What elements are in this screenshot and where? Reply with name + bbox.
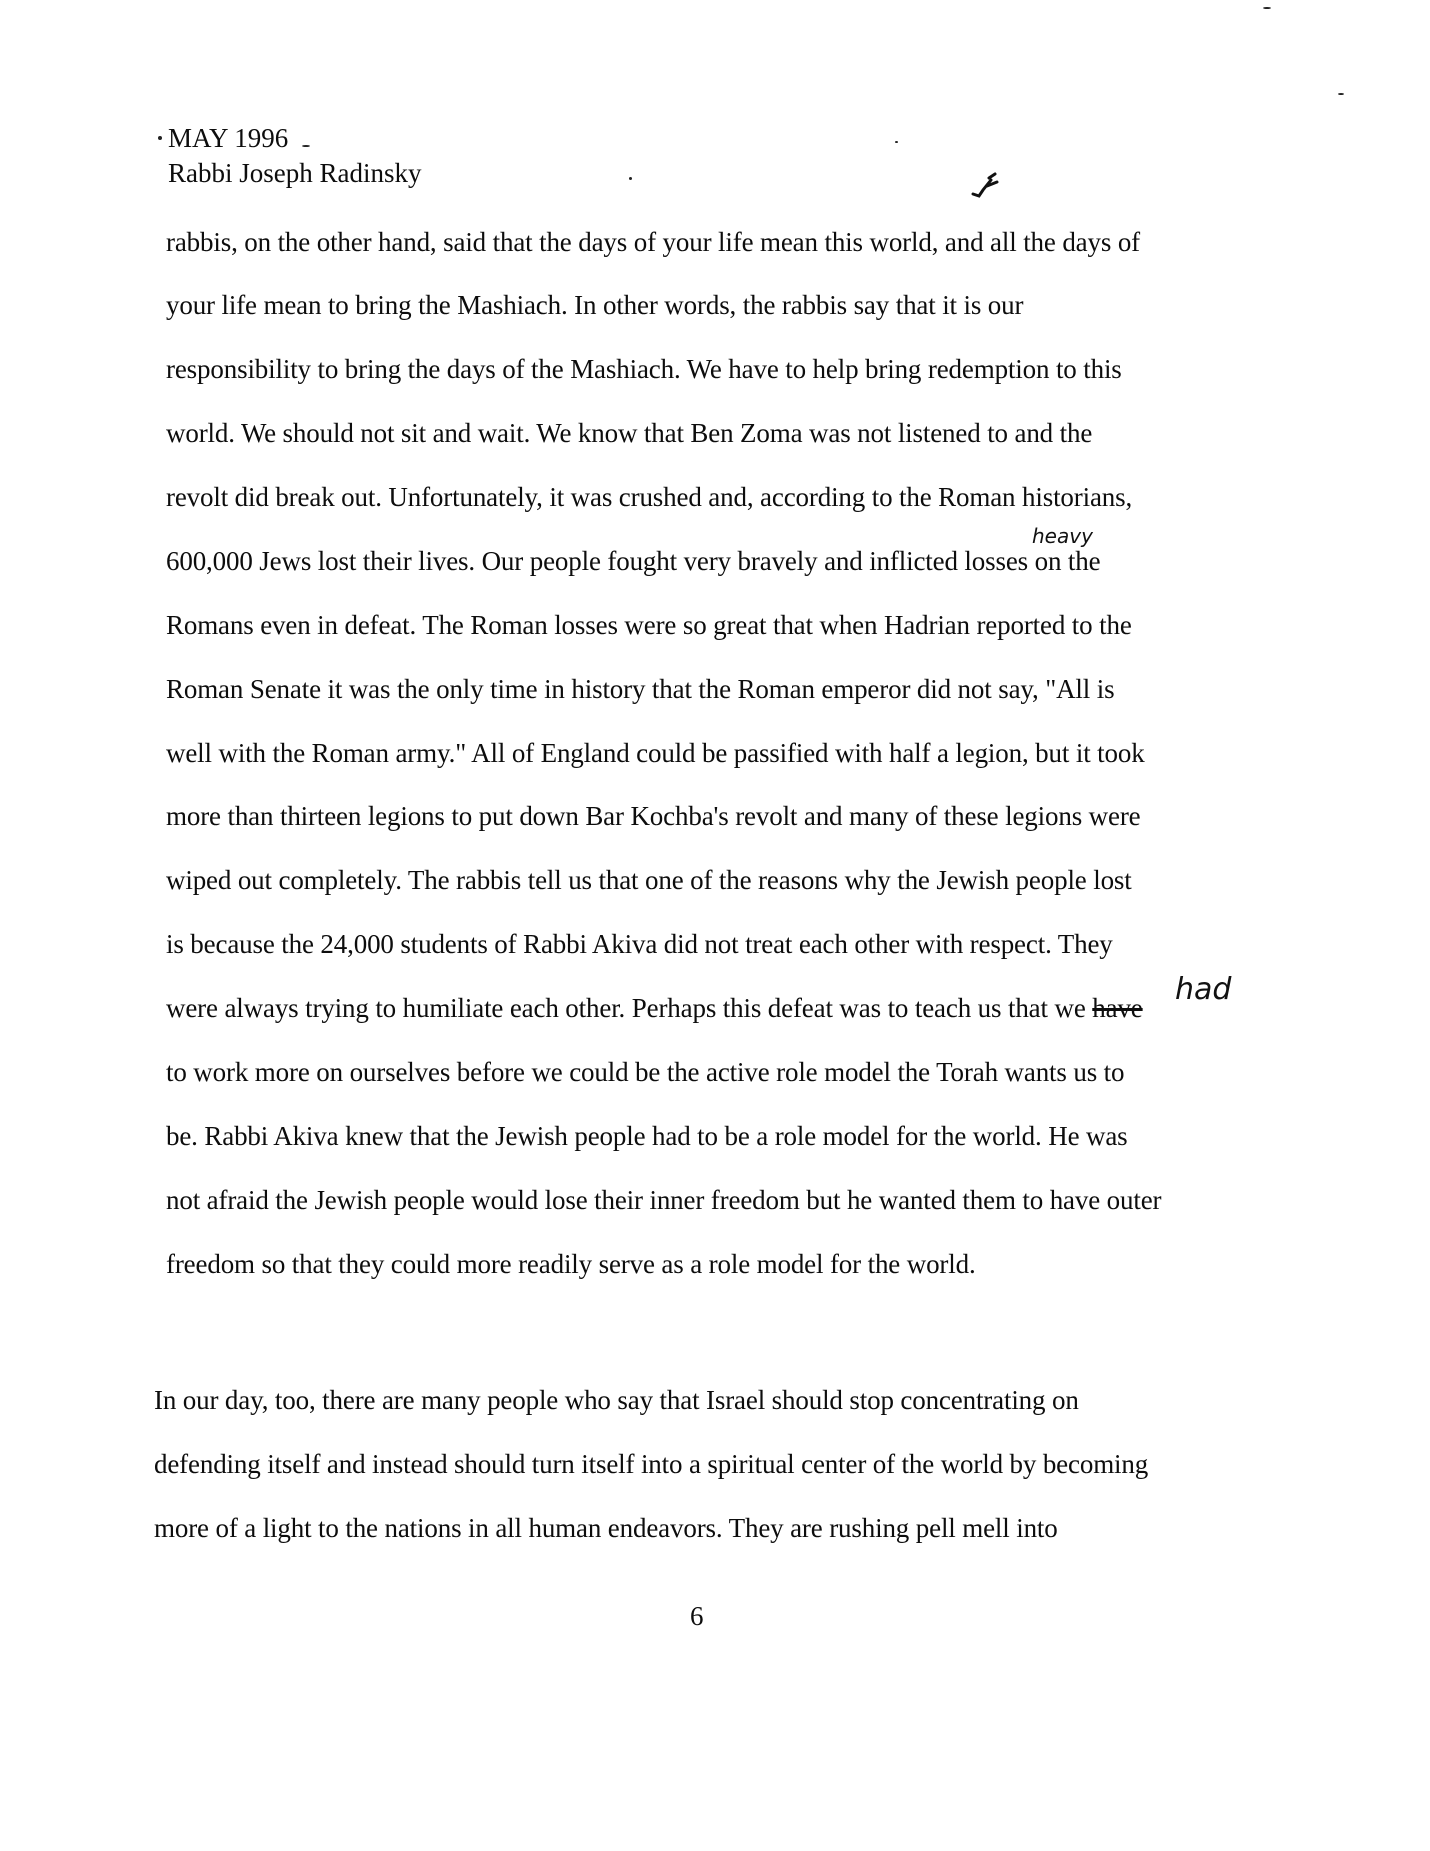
text-line: more than thirteen legions to put down Bar Kochba's revolt and many of these legions were xyxy=(166,801,1141,831)
page-number: 6 xyxy=(690,1601,704,1631)
text-line: world. We should not sit and wait. We know that Ben Zoma was not listened to and the xyxy=(166,418,1093,448)
text-line: well with the Roman army." All of England could be passified with half a legion, but it took xyxy=(166,738,1145,768)
scan-speck xyxy=(302,145,310,147)
text-line: to work more on ourselves before we could be the active role model the Torah wants us to xyxy=(166,1057,1125,1087)
text-line-segment: were always trying to humiliate each other. Perhaps this defeat was to teach us that we xyxy=(166,993,1093,1023)
text-line: not afraid the Jewish people would lose their inner freedom but he wanted them to have outer xyxy=(166,1185,1162,1215)
scan-speck xyxy=(1338,93,1344,95)
scan-speck xyxy=(158,136,162,140)
scan-speck xyxy=(1263,7,1271,9)
scan-speck xyxy=(895,141,898,143)
text-line: 600,000 Jews lost their lives. Our people fought very bravely and inflicted losses on the xyxy=(166,546,1101,576)
text-line: freedom so that they could more readily serve as a role model for the world. xyxy=(166,1249,976,1279)
text-line: be. Rabbi Akiva knew that the Jewish people had to be a role model for the world. He was xyxy=(166,1121,1128,1151)
text-line: responsibility to bring the days of the Mashiach. We have to help bring redemption to this xyxy=(166,354,1122,384)
scan-speck xyxy=(629,177,632,180)
text-line: In our day, too, there are many people who say that Israel should stop concentrating on xyxy=(154,1385,1079,1415)
handwritten-insert-heavy: heavy xyxy=(1032,524,1093,548)
text-line: Roman Senate it was the only time in history that the Roman emperor did not say, "All is xyxy=(166,674,1115,704)
struck-word: have xyxy=(1092,993,1143,1023)
header-author: Rabbi Joseph Radinsky xyxy=(168,158,422,188)
text-line-with-correction xyxy=(166,992,1143,1024)
check-mark-icon xyxy=(969,172,1005,200)
text-line: defending itself and instead should turn itself into a spiritual center of the world by becoming xyxy=(154,1449,1149,1479)
text-line: revolt did break out. Unfortunately, it was crushed and, according to the Roman historians, xyxy=(166,482,1133,512)
text-line: wiped out completely. The rabbis tell us that one of the reasons why the Jewish people lost xyxy=(166,865,1132,895)
text-line: your life mean to bring the Mashiach. In other words, the rabbis say that it is our xyxy=(166,290,1024,320)
text-line: rabbis, on the other hand, said that the days of your life mean this world, and all the days of xyxy=(166,227,1141,257)
text-line: more of a light to the nations in all human endeavors. They are rushing pell mell into xyxy=(154,1513,1058,1543)
text-line: Romans even in defeat. The Roman losses were so great that when Hadrian reported to the xyxy=(166,610,1132,640)
header-date: MAY 1996 xyxy=(168,123,289,153)
handwritten-insert-had: had xyxy=(1175,972,1232,1007)
text-line: is because the 24,000 students of Rabbi Akiva did not treat each other with respect. They xyxy=(166,929,1113,959)
